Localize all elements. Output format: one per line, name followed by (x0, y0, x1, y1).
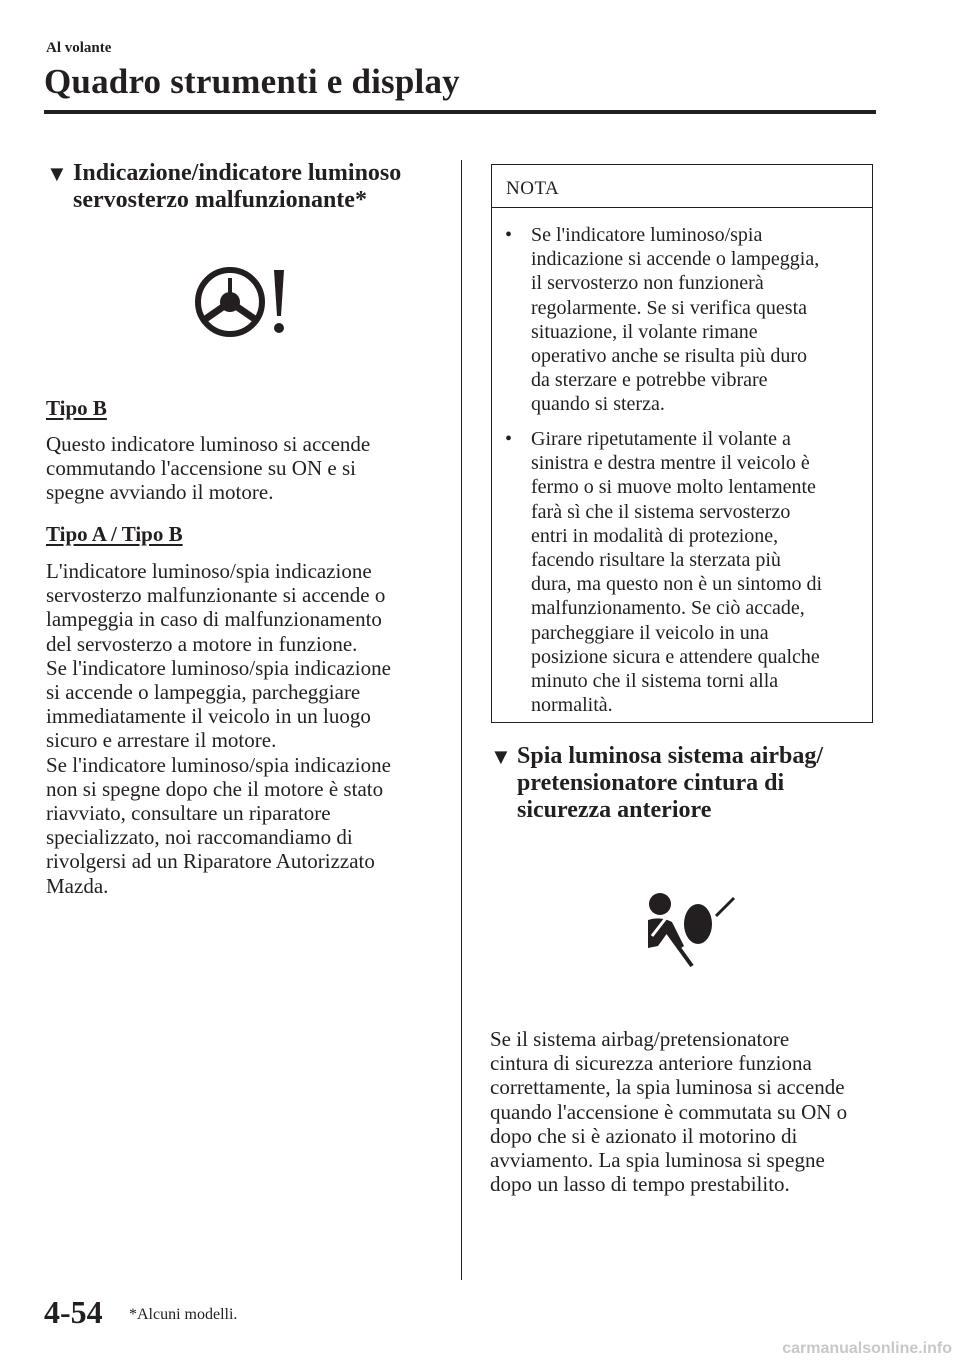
airbag-warning-icon (640, 890, 740, 970)
triangle-down-icon: ▼ (46, 161, 68, 186)
note-item-text: Se l'indicatore luminoso/spia indicazione si accende o lampeggia, il servosterzo non funzionerà regolarmente. Se si verifica questa situazione, il volante rimane operativo anche se risulta più duro da sterzare e potrebbe vibrare quando si sterza. (531, 224, 820, 416)
steering-wheel-warning-icon (190, 262, 310, 342)
note-title: NOTA (506, 178, 560, 199)
column-divider (461, 160, 462, 1280)
paragraph-airbag: Se il sistema airbag/pretensionatore cintura di sicurezza anteriore funziona correttamente, la spia luminosa si accende quando l'accensione è commutata su ON o dopo che si è azionato il motorino di avviamento. La spia luminosa si spegne dopo un lasso di tempo prestabilito. (490, 1027, 848, 1197)
note-box (491, 164, 873, 723)
heading-text: Indicazione/indicatore luminoso servosterzo malfunzionante* (73, 160, 402, 213)
watermark: carmanualsonline.info (782, 1340, 952, 1357)
bullet-icon: • (505, 224, 513, 246)
note-item-text: Girare ripetutamente il volante a sinistra e destra mentre il veicolo è fermo o si muove molto lentamente farà sì che il sistema servosterzo entri in modalità di protezione, facendo risultare la sterzata più dura, ma questo non è un sintomo di malfunzionamento. Se ciò accade, parcheggiare il veicolo in una posizione sicura e attendere qualche minuto che il sistema torni alla normalità. (531, 428, 823, 717)
triangle-down-icon: ▼ (490, 744, 512, 769)
heading-airbag (490, 743, 890, 833)
sub-label-tipo-b: Tipo B (46, 396, 107, 420)
paragraph-tipo-a-b: L'indicatore luminoso/spia indicazione servosterzo malfunzionante si accende o lampeggia in caso di malfunzionamento del servosterzo a motore in funzione. Se l'indicatore luminoso/spia indicazione si accende o lampeggia, parcheggiare immediatamente il veicolo in un luogo sicuro e arrestare il motore. Se l'indicatore luminoso/spia indicazione non si spegne dopo che il motore è stato riavviato, consultare un riparatore specializzato, noi raccomandiamo di rivolgersi ad un Riparatore Autorizzato Mazda. (46, 559, 391, 898)
sub-label-tipo-a-b: Tipo A / Tipo B (46, 522, 183, 546)
note-rule (492, 207, 872, 208)
title-rule (44, 110, 876, 114)
page-number: 4-54 (44, 1294, 103, 1330)
bullet-icon: • (505, 428, 513, 450)
heading-text: Spia luminosa sistema airbag/ pretensionatore cintura di sicurezza anteriore (517, 743, 824, 823)
page-title: Quadro strumenti e display (44, 62, 460, 101)
heading-power-steering (46, 160, 446, 220)
footnote: *Alcuni modelli. (129, 1306, 238, 1323)
section-label: Al volante (46, 40, 112, 56)
paragraph-tipo-b: Questo indicatore luminoso si accende commutando l'accensione su ON e si spegne avviando il motore. (46, 432, 371, 505)
